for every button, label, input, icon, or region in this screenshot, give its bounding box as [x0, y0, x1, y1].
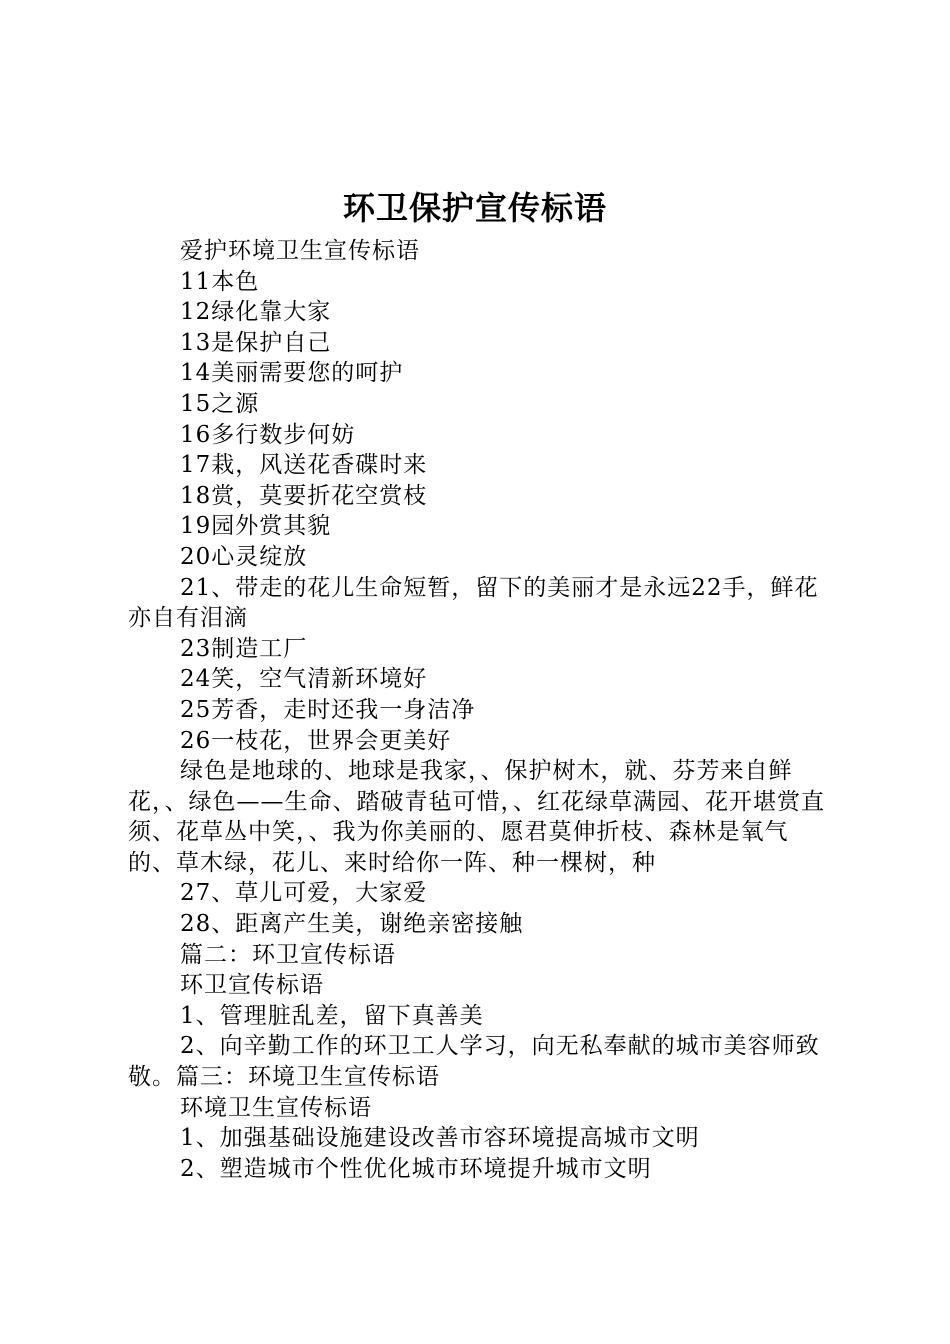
paragraph: 18赏，莫要折花空赏枝: [180, 482, 428, 509]
paragraph: 17栽，风送花香碟时来: [180, 452, 428, 479]
paragraph: 2、向辛勤工作的环卫工人学习，向无私奉献的城市美容师致敬。篇三：环境卫生宣传标语: [128, 1033, 820, 1091]
paragraph: 15之源: [180, 390, 260, 417]
paragraph: 21、带走的花儿生命短暂，留下的美丽才是永远22手，鲜花亦自有泪滴: [128, 574, 819, 632]
paragraph: 24笑，空气清新环境好: [180, 666, 428, 693]
paragraph: 14美丽需要您的呵护: [180, 360, 404, 387]
paragraph: 环境卫生宣传标语: [180, 1094, 372, 1121]
paragraph: 25芳香，走时还我一身洁净: [180, 696, 476, 723]
paragraph: 16多行数步何妨: [180, 421, 356, 448]
paragraph: 绿色是地球的、地球是我家，、保护树木，就、芬芳来自鲜花，、绿色——生命、踏破青毡可惜，、红花绿草满园、花开堪赏直须、花草丛中笑，、我为你美丽的、愿君莫伸折枝、森林是氧气的、草木绿，花儿、来时给你一阵、种一棵树，种: [128, 758, 825, 876]
paragraph: 环卫宣传标语: [180, 972, 324, 999]
paragraph: 23制造工厂: [180, 635, 308, 662]
paragraph: 28、距离产生美，谢绝亲密接触: [180, 911, 524, 938]
section-heading: 篇二：环卫宣传标语: [180, 941, 396, 968]
paragraph: 2、塑造城市个性优化城市环境提升城市文明: [180, 1155, 652, 1182]
document-body: [128, 236, 834, 1184]
paragraph: 19园外赏其貌: [180, 513, 332, 540]
paragraph: 11本色: [180, 268, 260, 295]
paragraph: 1、管理脏乱差，留下真善美: [180, 1002, 484, 1029]
page-title: 环卫保护宣传标语: [342, 189, 607, 227]
paragraph: 20心灵绽放: [180, 543, 308, 570]
paragraph: 爱护环境卫生宣传标语: [180, 238, 420, 264]
paragraph: 26一枝花，世界会更美好: [180, 727, 452, 754]
paragraph: 13是保护自己: [180, 329, 332, 356]
paragraph: 1、加强基础设施建设改善市容环境提高城市文明: [180, 1125, 700, 1152]
paragraph: 27、草儿可爱，大家爱: [180, 880, 428, 907]
paragraph: 12绿化靠大家: [180, 299, 332, 326]
